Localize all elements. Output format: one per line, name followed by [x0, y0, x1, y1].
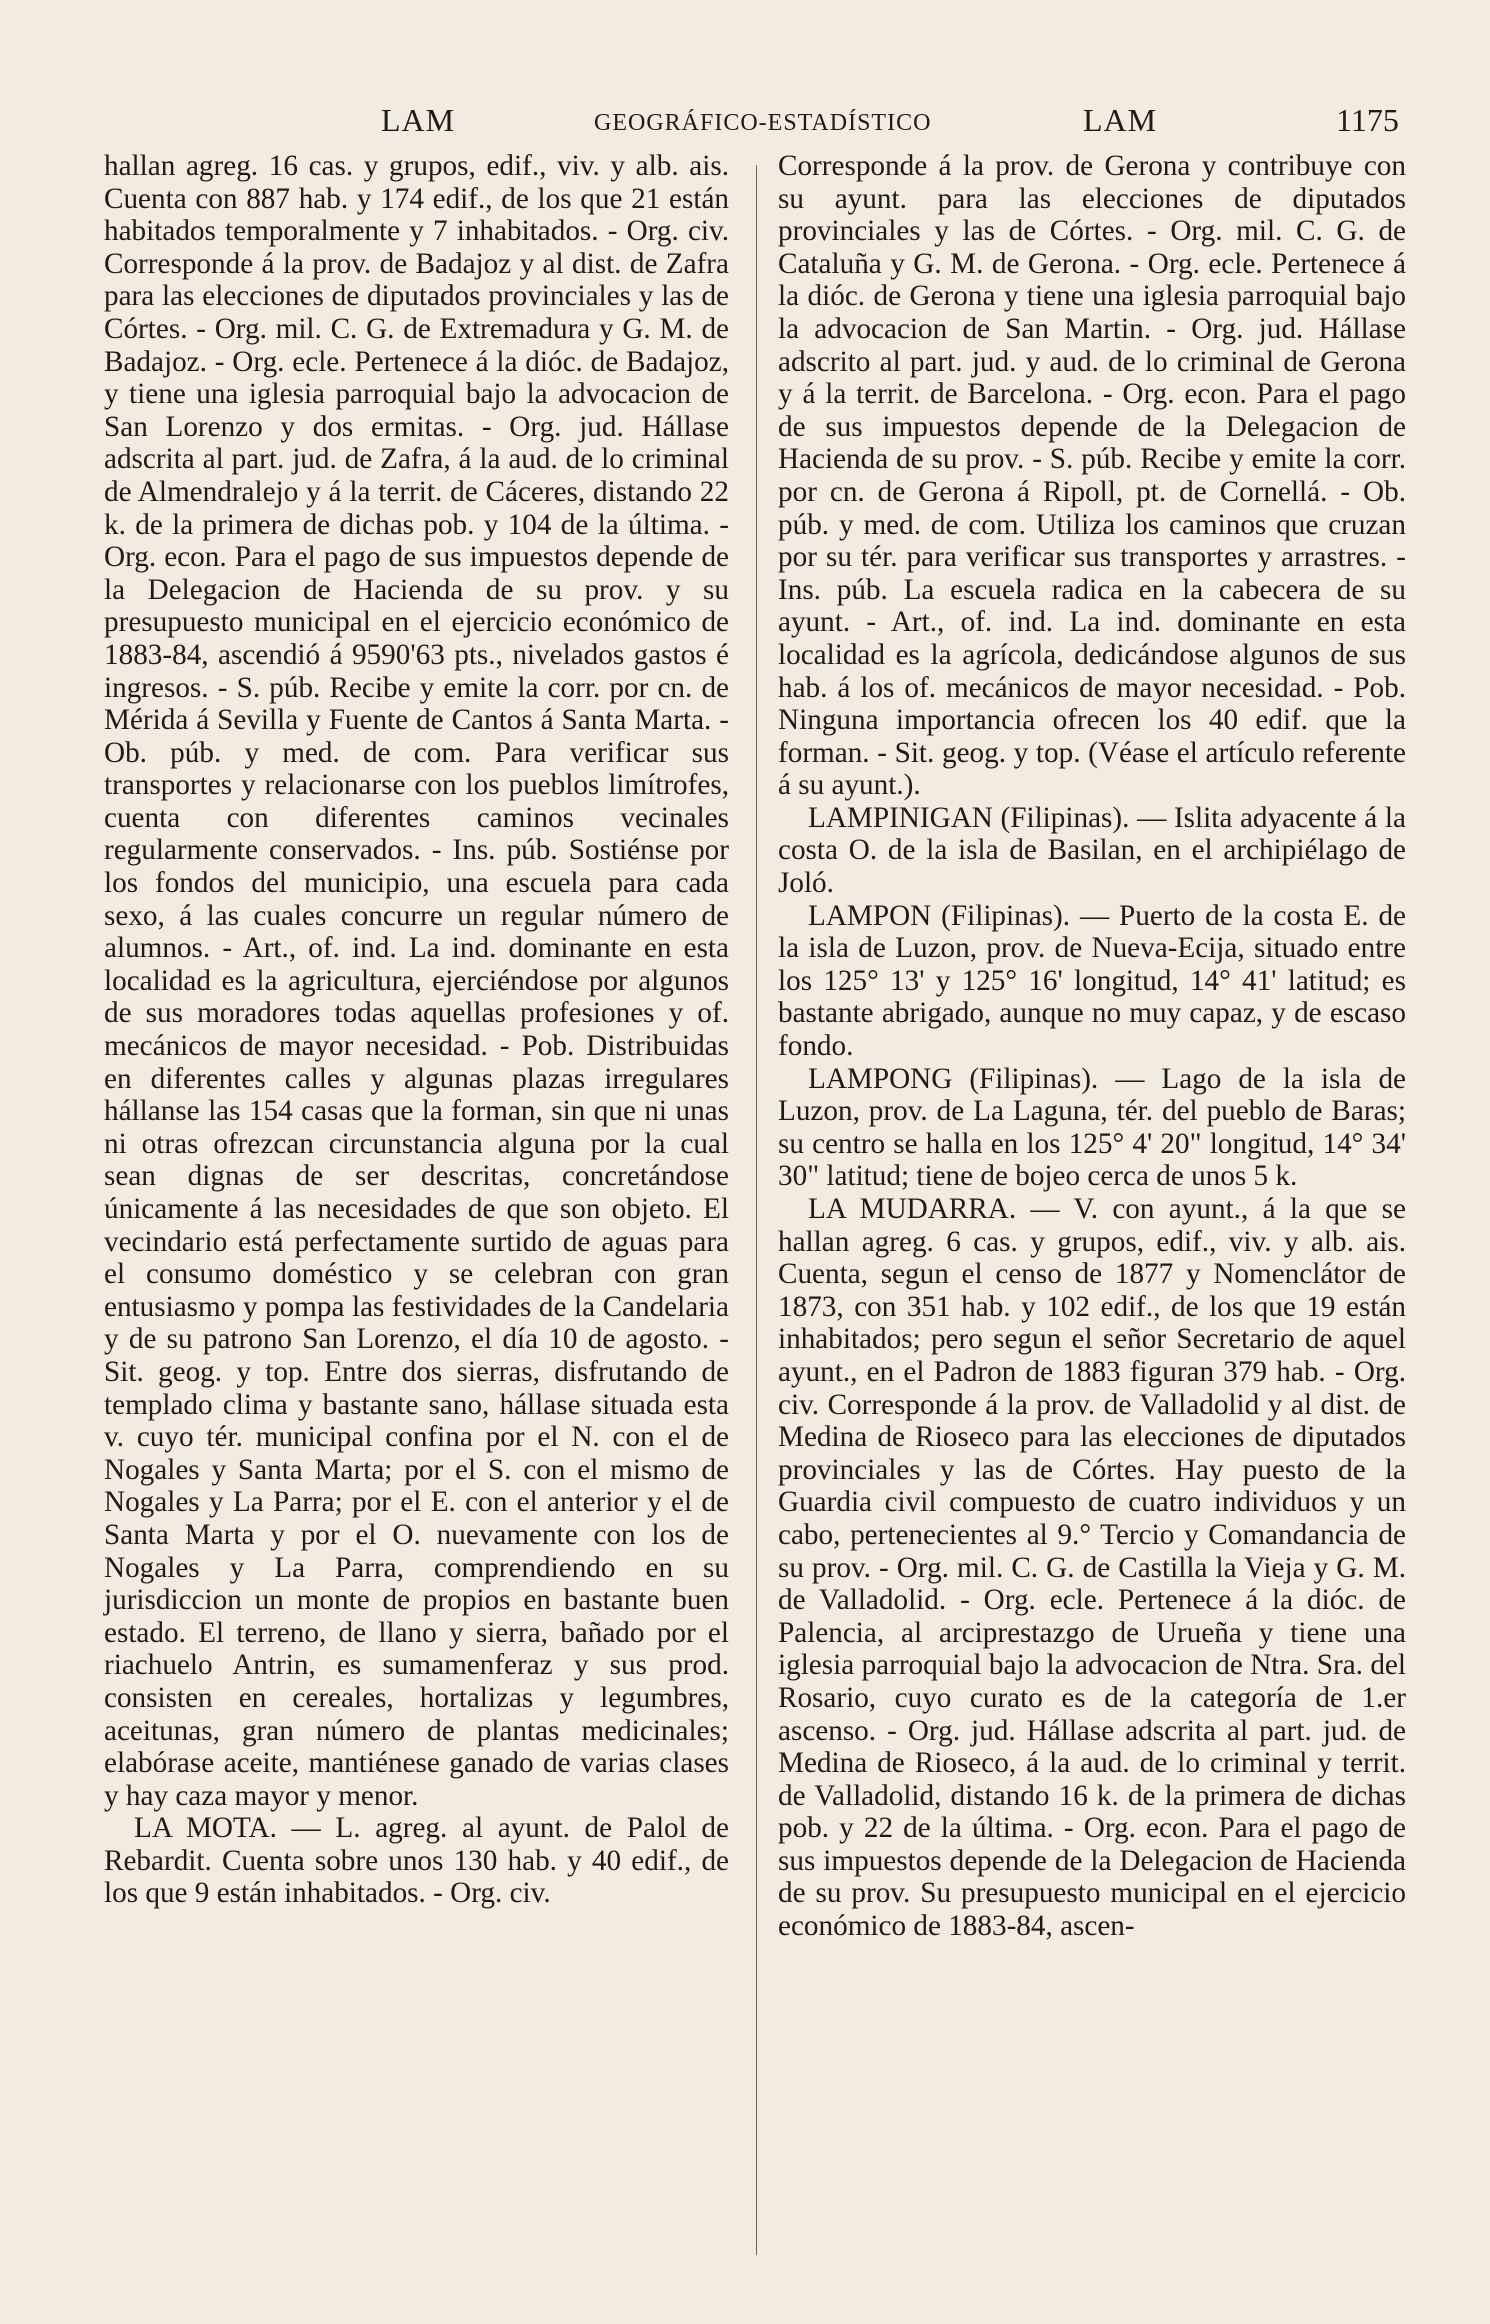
entry-lampong: LAMPONG (Filipinas). — Lago de la isla de Luzon, prov. de La Laguna, tér. del pueblo de Baras; su centro se halla en los 125° 4' 20" longitud, 14° 34' 30" latitud; tiene de bojeo cerca de unos 5 k. [778, 1062, 1406, 1193]
paragraph-continuation: Corresponde á la prov. de Gerona y contribuye con su ayunt. para las elecciones de diputados provinciales y las de Córtes. - Org. mil. C. G. de Cataluña y G. M. de Gerona. - Org. ecle. Pertenece á la dióc. de Gerona y tiene una iglesia parroquial bajo la advocacion de San Martin. - Org. jud. Hállase adscrito al part. jud. y aud. de lo criminal de Gerona y á la territ. de Barcelona. - Org. econ. Para el pago de sus impuestos depende de la Delegacion de Hacienda de su prov. - S. púb. Recibe y emite la corr. por cn. de Gerona á Ripoll, pt. de Cornellá. - Ob. púb. y med. de com. Utiliza los caminos que cruzan por su tér. para verificar sus transportes y arrastres. - Ins. púb. La escuela radica en la cabecera de su ayunt. - Art., of. ind. La ind. dominante en esta localidad es la agrícola, dedicándose algunos de sus hab. á los of. mecánicos de mayor necesidad. - Pob. Ninguna importancia ofrecen los 40 edif. que la forman. - Sit. geog. y top. (Véase el artículo referente á su ayunt.). [778, 150, 1406, 802]
column-divider [756, 165, 757, 2255]
entry-lampinigan: LAMPINIGAN (Filipinas). — Islita adyacente á la costa O. de la isla de Basilan, en el archipiélago de Joló. [778, 801, 1406, 900]
header-right-keyword: LAM [1083, 102, 1158, 138]
entry-la-mudarra: LA MUDARRA. — V. con ayunt., á la que se hallan agreg. 6 cas. y grupos, edif., viv. y alb. ais. Cuenta, segun el censo de 1877 y Nomenclátor de 1873, con 351 hab. y 102 edif., de los que 19 están inhabitados; pero segun el señor Secretario de aquel ayunt., en el Padron de 1883 figuran 379 hab. - Org. civ. Corresponde á la prov. de Valladolid y al dist. de Medina de Rioseco para las elecciones de diputados provinciales y las de Córtes. Hay puesto de la Guardia civil compuesto de cuatro individuos y un cabo, pertenecientes al 9.° Tercio y Comandancia de su prov. - Org. mil. C. G. de Castilla la Vieja y G. M. de Valladolid. - Org. ecle. Pertenece á la dióc. de Palencia, al arciprestazgo de Urueña y tiene una iglesia parroquial bajo la advocacion de Ntra. Sra. del Rosario, cuyo curato es de la categoría de 1.er ascenso. - Org. jud. Hállase adscrita al part. jud. de Medina de Rioseco, á la aud. de lo criminal y territ. de Valladolid, distando 16 k. de la primera de dichas pob. y 22 de la última. - Org. econ. Para el pago de sus impuestos depende de la Delegacion de Hacienda de su prov. Su presupuesto municipal en el ejercicio económico de 1883-84, ascen- [778, 1193, 1406, 1943]
paragraph-continuation: hallan agreg. 16 cas. y grupos, edif., viv. y alb. ais. Cuenta con 887 hab. y 174 edif., de los que 21 están habitados temporalmente y 7 inhabitados. - Org. civ. Corresponde á la prov. de Badajoz y al dist. de Zafra para las elecciones de diputados provinciales y las de Córtes. - Org. mil. C. G. de Extremadura y G. M. de Badajoz. - Org. ecle. Pertenece á la dióc. de Badajoz, y tiene una iglesia parroquial bajo la advocacion de San Lorenzo y dos ermitas. - Org. jud. Hállase adscrita al part. jud. de Zafra, á la aud. de lo criminal de Almendralejo y á la territ. de Cáceres, distando 22 k. de la primera de dichas pob. y 104 de la última. - Org. econ. Para el pago de sus impuestos depende de la Delegacion de Hacienda de su prov. y su presupuesto municipal en el ejercicio económico de 1883-84, ascendió á 9590'63 pts., nivelados gastos é ingresos. - S. púb. Recibe y emite la corr. por cn. de Mérida á Sevilla y Fuente de Cantos á Santa Marta. - Ob. púb. y med. de com. Para verificar sus transportes y relacionarse con los pueblos limítrofes, cuenta con diferentes caminos vecinales regularmente conservados. - Ins. púb. Sostiénse por los fondos del municipio, una escuela para cada sexo, á las cuales concurre un regular número de alumnos. - Art., of. ind. La ind. dominante en esta localidad es la agricultura, ejerciéndose por algunos de sus moradores todas aquellas profesiones y of. mecánicos de mayor necesidad. - Pob. Distribuidas en diferentes calles y algunas plazas irregulares hállanse las 154 casas que la forman, sin que ni unas ni otras ofrezcan circunstancia alguna por la cual sean dignas de ser descritas, concretándose únicamente á las necesidades de que son objeto. El vecindario está perfectamente surtido de aguas para el consumo doméstico y se celebran con gran entusiasmo y pompa las festividades de la Candelaria y de su patrono San Lorenzo, el día 10 de agosto. - Sit. geog. y top. Entre dos sierras, disfrutando de templado clima y bastante sano, hállase situada esta v. cuyo tér. municipal confina por el N. con el de Nogales y Santa Marta; por el S. con el mismo de Nogales y La Parra; por el E. con el anterior y el de Santa Marta y por el O. nuevamente con los de Nogales y La Parra, comprendiendo en su jurisdiccion un monte de propios en bastante buen estado. El terreno, de llano y sierra, bañado por el riachuelo Antrin, es sumamenferaz y sus prod. consisten en cereales, hortalizas y legumbres, aceitunas, gran número de plantas medicinales; elabórase aceite, mantiénese ganado de varias clases y hay caza mayor y menor. [104, 150, 729, 1812]
header-title: GEOGRÁFICO-ESTADÍSTICO [594, 110, 932, 136]
running-header [0, 102, 1490, 152]
header-left-keyword: LAM [381, 102, 456, 138]
right-column [778, 150, 1406, 1943]
page-number: 1175 [1336, 102, 1399, 138]
left-column [104, 150, 729, 1910]
entry-lampon: LAMPON (Filipinas). — Puerto de la costa E. de la isla de Luzon, prov. de Nueva-Ecija, situado entre los 125° 13' y 125° 16' longitud, 14° 41' latitud; es bastante abrigado, aunque no muy capaz, y de escaso fondo. [778, 899, 1406, 1063]
entry-la-mota: LA MOTA. — L. agreg. al ayunt. de Palol de Rebardit. Cuenta sobre unos 130 hab. y 40 edif., de los que 9 están inhabitados. - Org. civ. [104, 1812, 729, 1910]
